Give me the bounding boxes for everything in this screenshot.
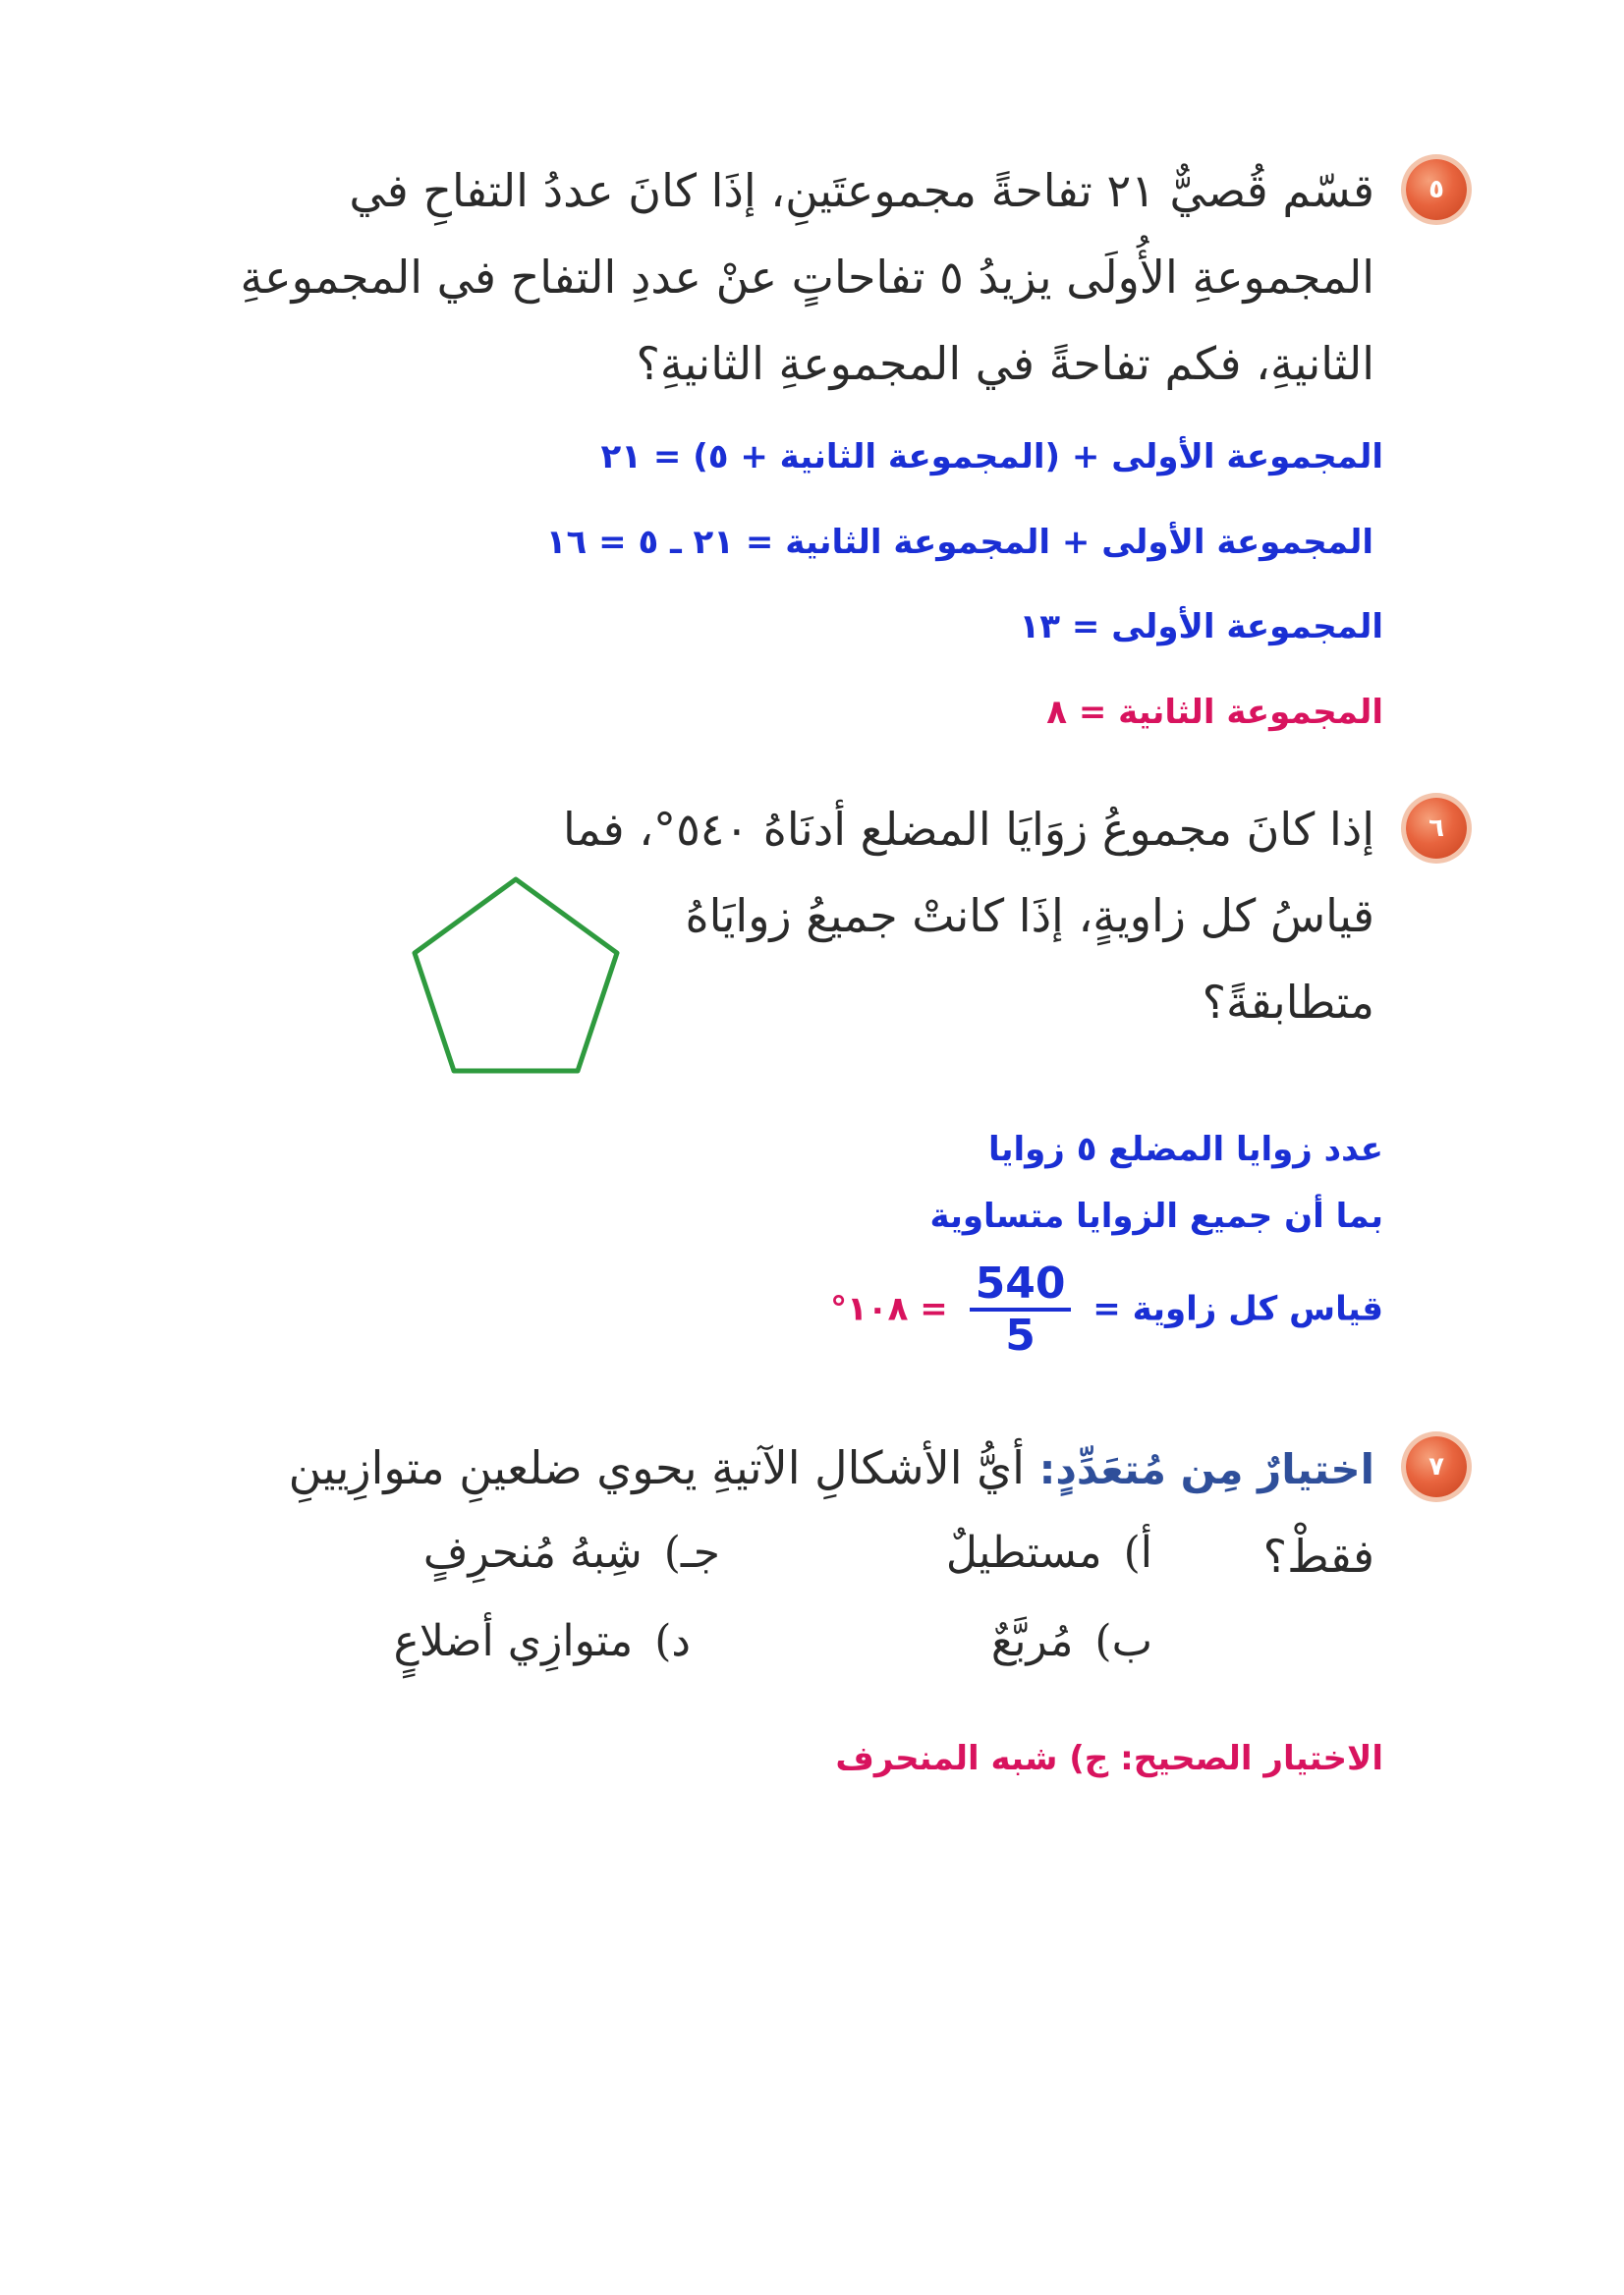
option-letter: أ) — [1123, 1528, 1152, 1578]
question-7 — [187, 1425, 1444, 1599]
option-text: شِبهُ مُنحرِفٍ — [422, 1528, 643, 1578]
question-text: قسّم قُصيٌّ ٢١ تفاحةً مجموعتَينِ، إذَا كانَ عددُ التفاحِ في المجموعةِ الأُولَى يزيدُ ٥ تفاحاتٍ عنْ عددِ التفاح في المجموعةِ الثانيةِ، فكم تفاحةً في المجموعةِ الثانيةِ؟ — [240, 164, 1374, 390]
option-text: مستطيلٌ — [945, 1528, 1102, 1578]
answer-line: عدد زوايا المضلع ٥ زوايا — [987, 1130, 1383, 1169]
question-6 — [550, 786, 1444, 1045]
question-text: أيُّ الأشكالِ الآتيةِ يحوي ضلعينِ متوازِيينِ فقطْ؟ — [288, 1441, 1374, 1583]
question-line — [187, 1425, 1388, 1599]
answer-line: المجموعة الأولى + (المجموعة الثانية + ٥) = ٢١ — [600, 437, 1383, 476]
question-number-badge: ٥ — [1406, 159, 1467, 220]
question-text: إذا كانَ مجموعُ زوَايَا المضلع أدنَاهُ ٥٤٠°، فما قياسُ كل زاويةٍ، إذَا كانتْ جميعُ زوايَاهُ متطابقةً؟ — [562, 803, 1374, 1029]
option-b — [991, 1616, 1152, 1666]
question-5 — [177, 147, 1444, 407]
angle-result: = ١٠٨° — [830, 1289, 948, 1329]
question-number-badge: ٧ — [1406, 1436, 1467, 1497]
correct-answer: ج) شبه المنحرف — [835, 1739, 1109, 1778]
pentagon-shape — [415, 879, 617, 1071]
fraction — [970, 1260, 1072, 1361]
multiple-choice-label: اختيارٌ مِن مُتعَدِّدٍ: — [1038, 1445, 1374, 1493]
option-a — [946, 1528, 1152, 1578]
answer-line: المجموعة الأولى + المجموعة الثانية = ٢١ ـ ٥ = ١٦ — [545, 523, 1373, 562]
option-letter: ب) — [1094, 1616, 1152, 1666]
option-letter: جـ) — [663, 1528, 720, 1578]
fraction-numerator: 540 — [970, 1260, 1072, 1312]
question-number-badge: ٦ — [1406, 798, 1467, 859]
option-text: مُربَّعٌ — [990, 1616, 1074, 1666]
option-c — [423, 1528, 720, 1578]
correct-label: الاختيار الصحيح: — [1120, 1739, 1383, 1778]
option-text: متوازِي أضلاعٍ — [393, 1616, 634, 1666]
option-letter: د) — [654, 1616, 691, 1666]
fraction-denominator: 5 — [1005, 1311, 1036, 1361]
answer-line: المجموعة الأولى = ١٣ — [1019, 607, 1383, 646]
correct-choice — [835, 1739, 1383, 1778]
option-d — [394, 1616, 691, 1666]
pentagon-figure — [403, 869, 629, 1081]
angle-calculation — [830, 1260, 1383, 1361]
angle-label: قياس كل زاوية = — [1092, 1289, 1383, 1329]
answer-line: بما أن جميع الزوايا متساوية — [929, 1197, 1383, 1236]
final-answer: المجموعة الثانية = ٨ — [1046, 693, 1383, 732]
